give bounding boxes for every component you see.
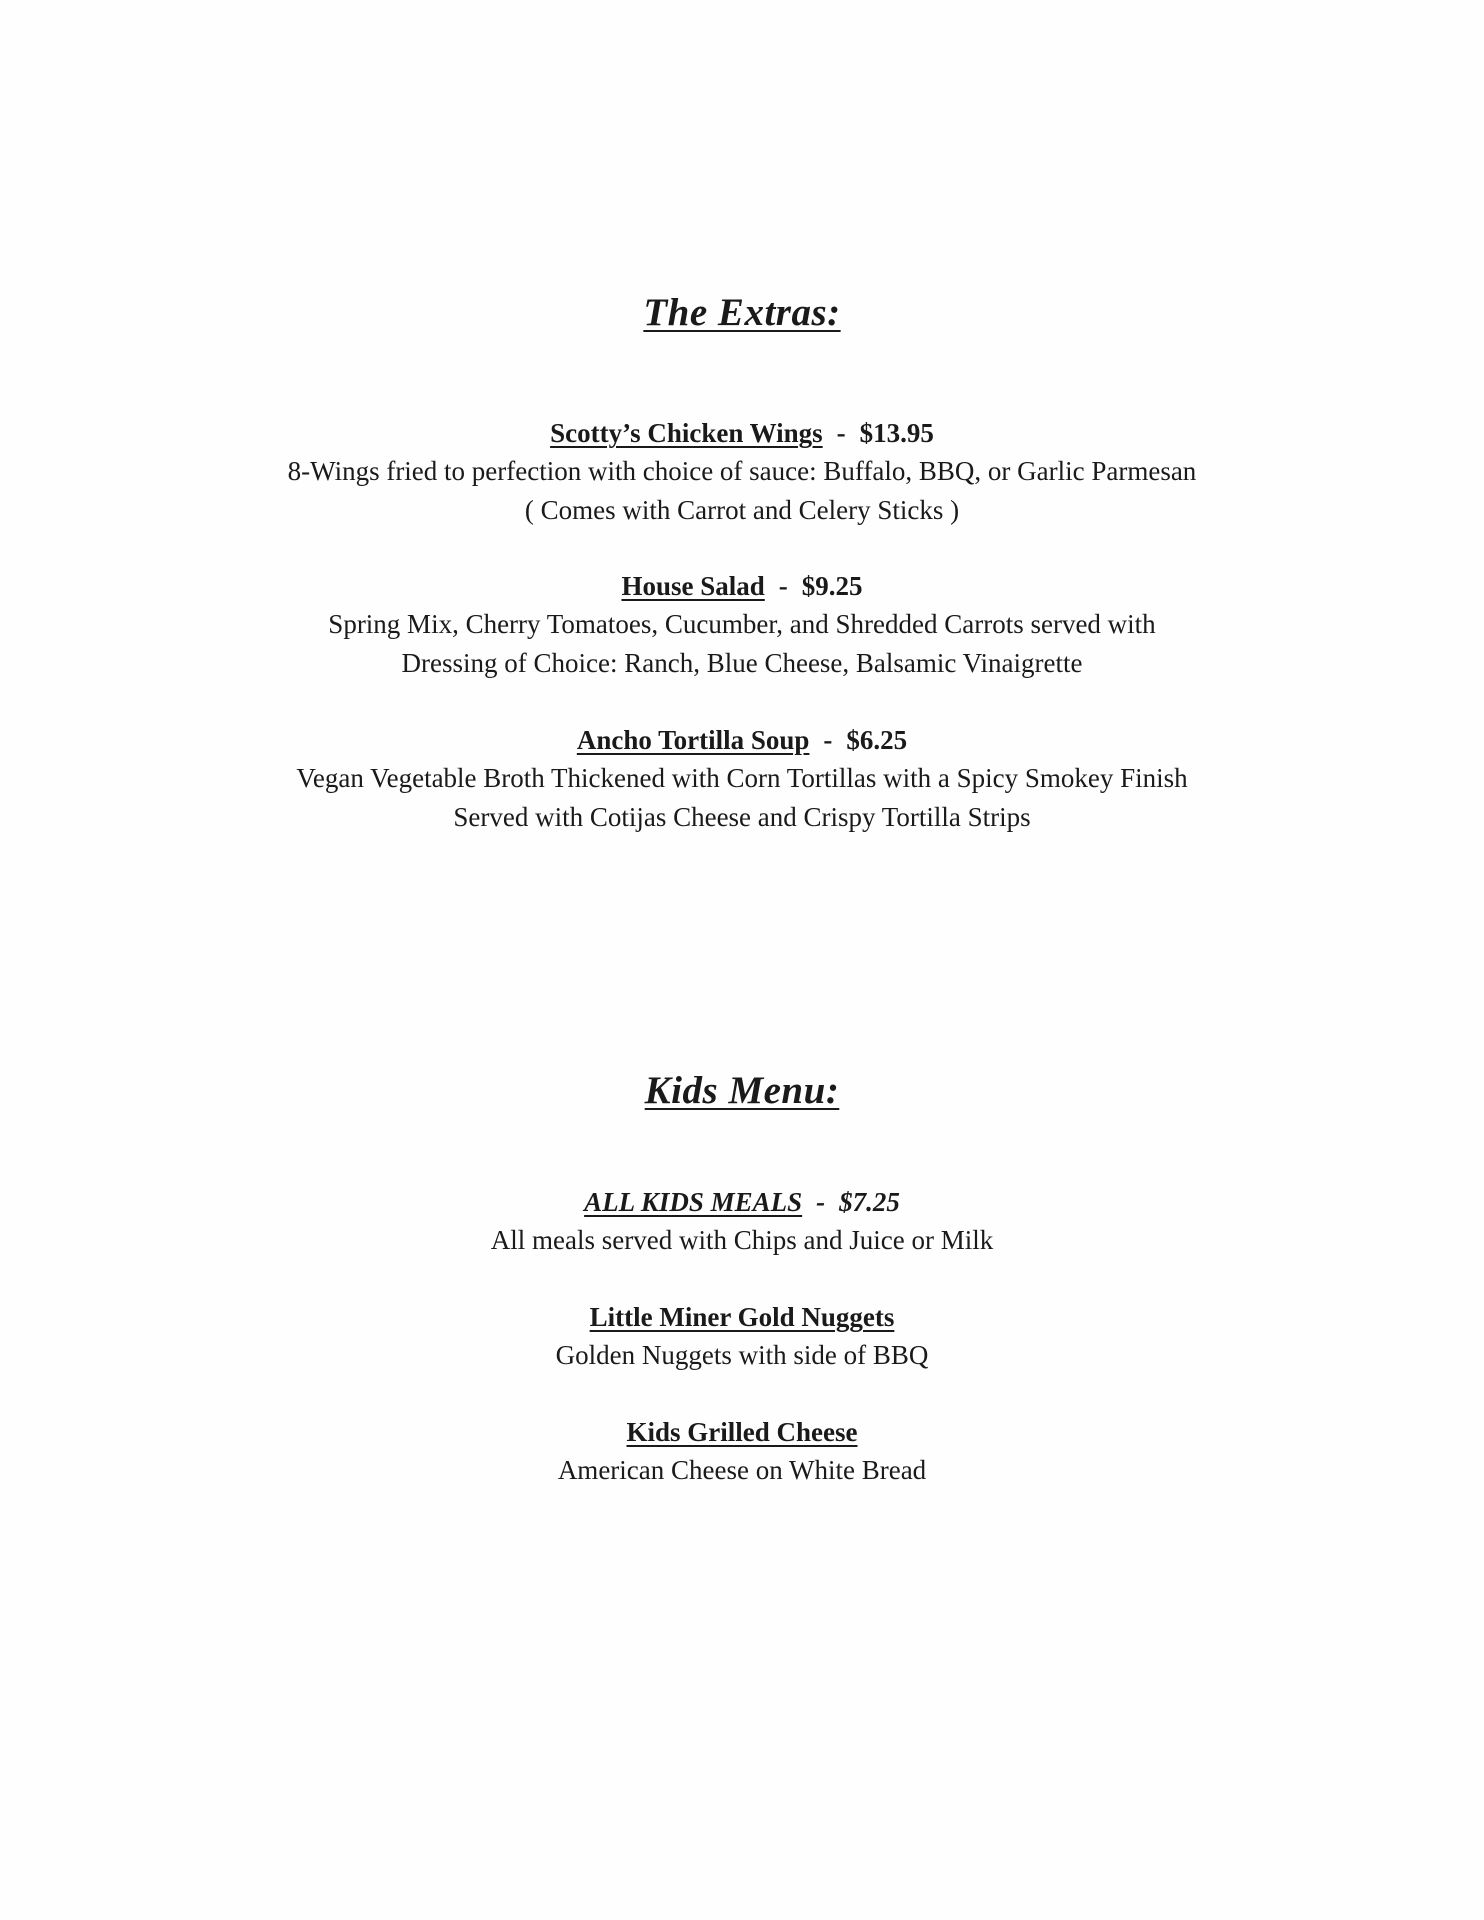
section-title-extras xyxy=(0,290,1484,335)
item-description-line: Served with Cotijas Cheese and Crispy Tortilla Strips xyxy=(453,801,1031,832)
item-heading xyxy=(0,567,1484,605)
item-name: House Salad xyxy=(621,571,765,601)
item-name: Ancho Tortilla Soup xyxy=(576,725,810,755)
item-description-line: Golden Nuggets with side of BBQ xyxy=(555,1340,929,1370)
item-name: Kids Grilled Cheese xyxy=(626,1417,858,1447)
item-price: $6.25 xyxy=(846,725,908,755)
item-heading xyxy=(0,1183,1484,1221)
item-price: $13.95 xyxy=(859,418,934,448)
item-heading xyxy=(0,1413,1484,1451)
menu-item-grilled-cheese xyxy=(0,1413,1484,1490)
menu-item-gold-nuggets xyxy=(0,1298,1484,1375)
item-separator: - xyxy=(778,571,788,601)
item-separator: - xyxy=(816,1187,826,1217)
menu-item-house-salad xyxy=(0,567,1484,682)
item-separator: - xyxy=(823,725,833,755)
item-description-line: 8-Wings fried to perfection with choice of sauce: Buffalo, BBQ, or Garlic Parmesan xyxy=(287,456,1197,486)
item-heading xyxy=(0,721,1484,759)
section-title-extras-text: The Extras: xyxy=(643,291,841,334)
section-title-kids xyxy=(0,1068,1484,1113)
section-title-kids-text: Kids Menu: xyxy=(644,1069,840,1112)
item-description-line: Vegan Vegetable Broth Thickened with Corn Tortillas with a Spicy Smokey Finish xyxy=(296,763,1188,793)
menu-item-chicken-wings xyxy=(0,414,1484,529)
item-description-line: Dressing of Choice: Ranch, Blue Cheese, Balsamic Vinaigrette xyxy=(401,647,1083,678)
item-name: ALL KIDS MEALS xyxy=(584,1187,803,1217)
item-description-line: American Cheese on White Bread xyxy=(557,1455,927,1485)
item-name: Little Miner Gold Nuggets xyxy=(589,1302,895,1332)
item-description-line: ( Comes with Carrot and Celery Sticks ) xyxy=(524,494,960,525)
item-heading xyxy=(0,1298,1484,1336)
item-heading xyxy=(0,414,1484,452)
item-description-line: Spring Mix, Cherry Tomatoes, Cucumber, and Shredded Carrots served with xyxy=(328,609,1156,639)
item-name: Scotty’s Chicken Wings xyxy=(550,418,823,448)
item-price: $7.25 xyxy=(839,1187,900,1217)
menu-item-all-kids-meals xyxy=(0,1183,1484,1260)
item-separator: - xyxy=(836,418,846,448)
menu-item-tortilla-soup xyxy=(0,721,1484,836)
item-description-line: All meals served with Chips and Juice or Milk xyxy=(490,1225,994,1255)
item-price: $9.25 xyxy=(801,571,863,601)
